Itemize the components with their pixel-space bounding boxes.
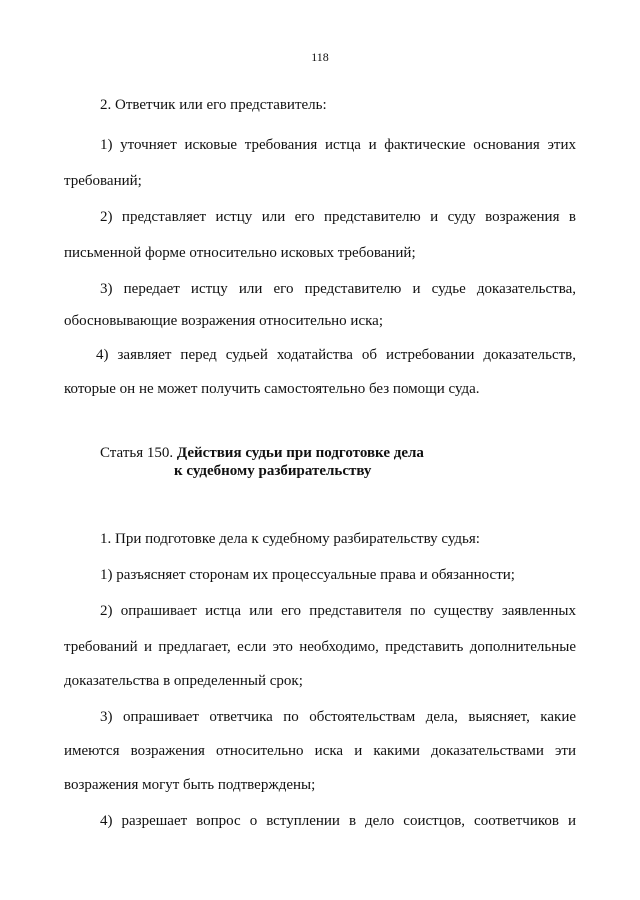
paragraph-line: письменной форме относительно исковых требований; <box>64 245 416 261</box>
article-heading <box>100 444 612 462</box>
paragraph-line: 1) разъясняет сторонам их процессуальные права и обязанности; <box>100 567 515 583</box>
paragraph-line: имеются возражения относительно иска и какими доказательствами эти <box>64 743 576 759</box>
paragraph-line: 4) заявляет перед судьей ходатайства об истребовании доказательств, <box>96 347 576 363</box>
paragraph-line: 1) уточняет исковые требования истца и фактические основания этих <box>100 137 576 153</box>
section-title: 2. Ответчик или его представитель: <box>100 97 327 113</box>
paragraph-line: возражения могут быть подтверждены; <box>64 777 316 793</box>
paragraph-line: требований и предлагает, если это необходимо, представить дополнительные <box>64 639 576 655</box>
paragraph-line: доказательства в определенный срок; <box>64 673 303 689</box>
paragraph-line: 2) опрашивает истца или его представителя по существу заявленных <box>100 603 576 619</box>
paragraph-line: 3) передает истцу или его представителю и судье доказательства, <box>100 281 576 297</box>
page-number: 118 <box>311 50 329 64</box>
article-title: Действия судьи при подготовке дела <box>176 445 424 461</box>
section-title: 1. При подготовке дела к судебному разбирательству судья: <box>100 531 480 547</box>
paragraph-line: требований; <box>64 173 142 189</box>
paragraph-line: которые он не может получить самостоятельно без помощи суда. <box>64 381 480 397</box>
paragraph-line: 2) представляет истцу или его представителю и суду возражения в <box>100 209 576 225</box>
paragraph-line: 3) опрашивает ответчика по обстоятельствам дела, выясняет, какие <box>100 709 576 725</box>
article-title-line2: к судебному разбирательству <box>174 463 372 479</box>
paragraph-line: 4) разрешает вопрос о вступлении в дело соистцов, соответчиков и <box>100 813 576 829</box>
paragraph-line: обосновывающие возражения относительно иска; <box>64 313 384 329</box>
article-prefix: Статья 150. <box>100 445 177 461</box>
